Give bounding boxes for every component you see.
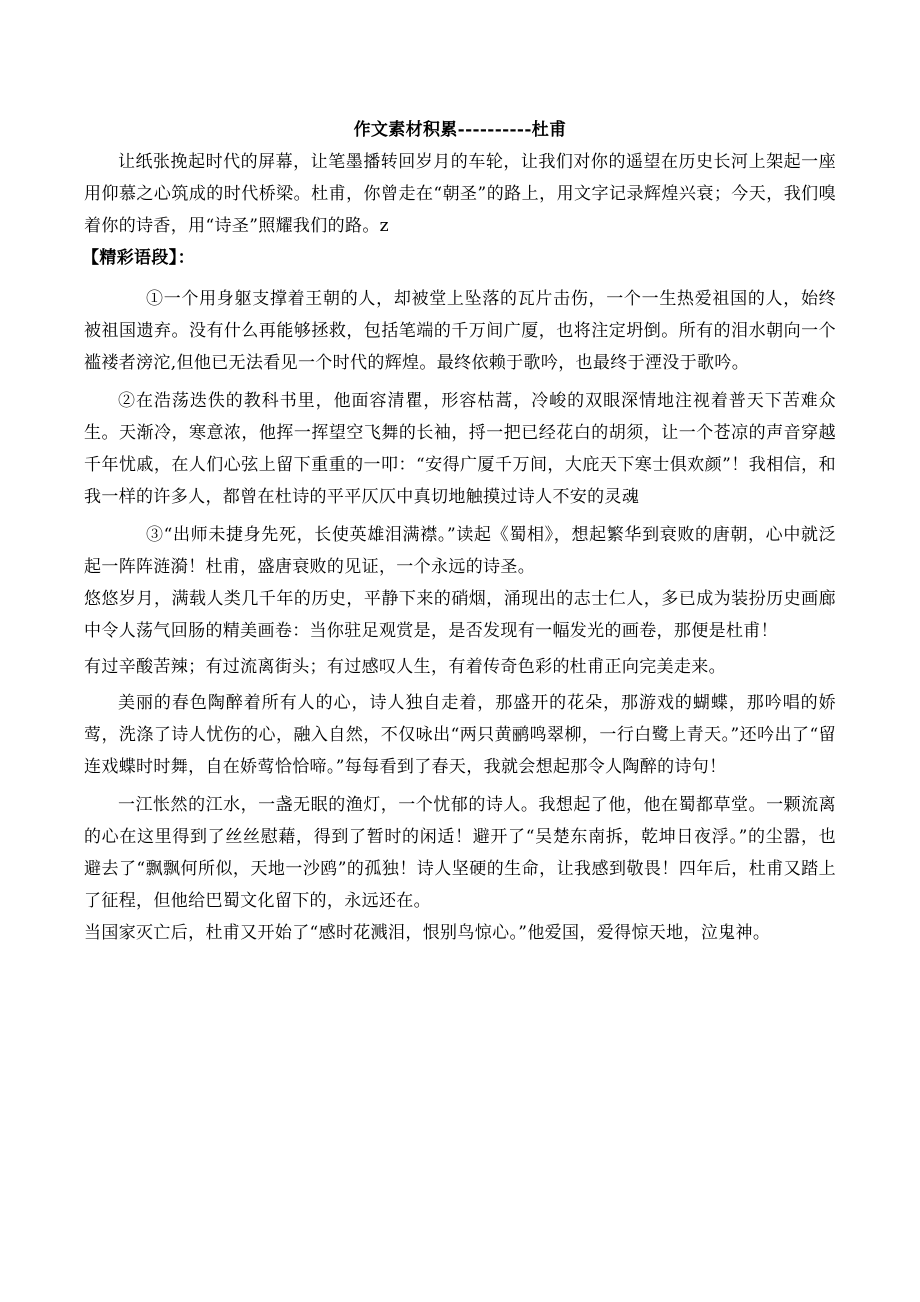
- document-title: 作文素材积累----------杜甫: [353, 120, 567, 140]
- document-page: [84, 114, 836, 949]
- paragraph-4: 悠悠岁月，满载人类几千年的历史，平静下来的硝烟，涌现出的志士仁人，多已成为装扮历史画廊中令人荡气回肠的精美画卷：当你驻足观赏是，是否发现有一幅发光的画卷，那便是杜甫！: [84, 589, 836, 641]
- paragraph-6: 美丽的春色陶醉着所有人的心，诗人独自走着，那盛开的花朵，那游戏的蝴蝶，那吟唱的娇莺，洗涤了诗人忧伤的心，融入自然，不仅咏出“两只黄鹂鸣翠柳，一行白鹭上青天。”还吟出了“留连戏蝶时时舞，自在娇莺恰恰啼。”每每看到了春天，我就会想起那令人陶醉的诗句！: [84, 693, 836, 777]
- intro-paragraph: 让纸张挽起时代的屏幕，让笔墨播转回岁月的车轮，让我们对你的遥望在历史长河上架起一座用仰慕之心筑成的时代桥梁。杜甫，你曾走在“朝圣”的路上，用文字记录辉煌兴衰；今天，我们嗅着你的诗香，用“诗圣”照耀我们的路。z: [84, 152, 836, 236]
- paragraph-5: 有过辛酸苦辣；有过流离街头；有过感叹人生，有着传奇色彩的杜甫正向完美走来。: [84, 657, 726, 677]
- paragraph-1: ①一个用身躯支撑着王朝的人，却被堂上坠落的瓦片击伤，一个一生热爱祖国的人，始终被祖国遗弃。没有什么再能够拯救，包括笔端的千万间广厦，也将注定坍倒。所有的泪水朝向一个褴褛者滂沱,但他已无法看见一个时代的辉煌。最终依赖于歌吟，也最终于湮没于歌吟。: [84, 289, 836, 373]
- paragraph-2: ②在浩荡迭佚的教科书里，他面容清瞿，形容枯蒿，冷峻的双眼深情地注视着普天下苦难众生。天渐冷，寒意浓，他挥一挥望空飞舞的长袖，捋一把已经花白的胡须，让一个苍凉的声音穿越千年忧戚，在人们心弦上留下重重的一叩：“安得广厦千万间，大庇天下寒士俱欢颜”！我相信，和我一样的许多人，都曾在杜诗的平平仄仄中真切地触摸过诗人不安的灵魂: [84, 391, 836, 507]
- paragraph-7: 一江怅然的江水，一盏无眠的渔灯，一个忧郁的诗人。我想起了他，他在蜀都草堂。一颗流离的心在这里得到了丝丝慰藉，得到了暂时的闲适！避开了“吴楚东南拆，乾坤日夜浮。”的尘嚣，也避去了“飘飘何所似，天地一沙鸥”的孤独！诗人坚硬的生命，让我感到敬畏！四年后，杜甫又踏上了征程，但他给巴蜀文化留下的，永远还在。: [84, 795, 836, 911]
- paragraph-3: ③“出师未捷身先死，长使英雄泪满襟。”读起《蜀相》，想起繁华到衰败的唐朝，心中就泛起一阵阵涟漪！杜甫，盛唐衰败的见证，一个永远的诗圣。: [84, 525, 836, 577]
- section-heading: 【精彩语段】：: [82, 248, 195, 268]
- paragraph-8: 当国家灭亡后，杜甫又开始了“感时花溅泪，恨别鸟惊心。”他爱国，爱得惊天地，泣鬼神。: [84, 923, 771, 943]
